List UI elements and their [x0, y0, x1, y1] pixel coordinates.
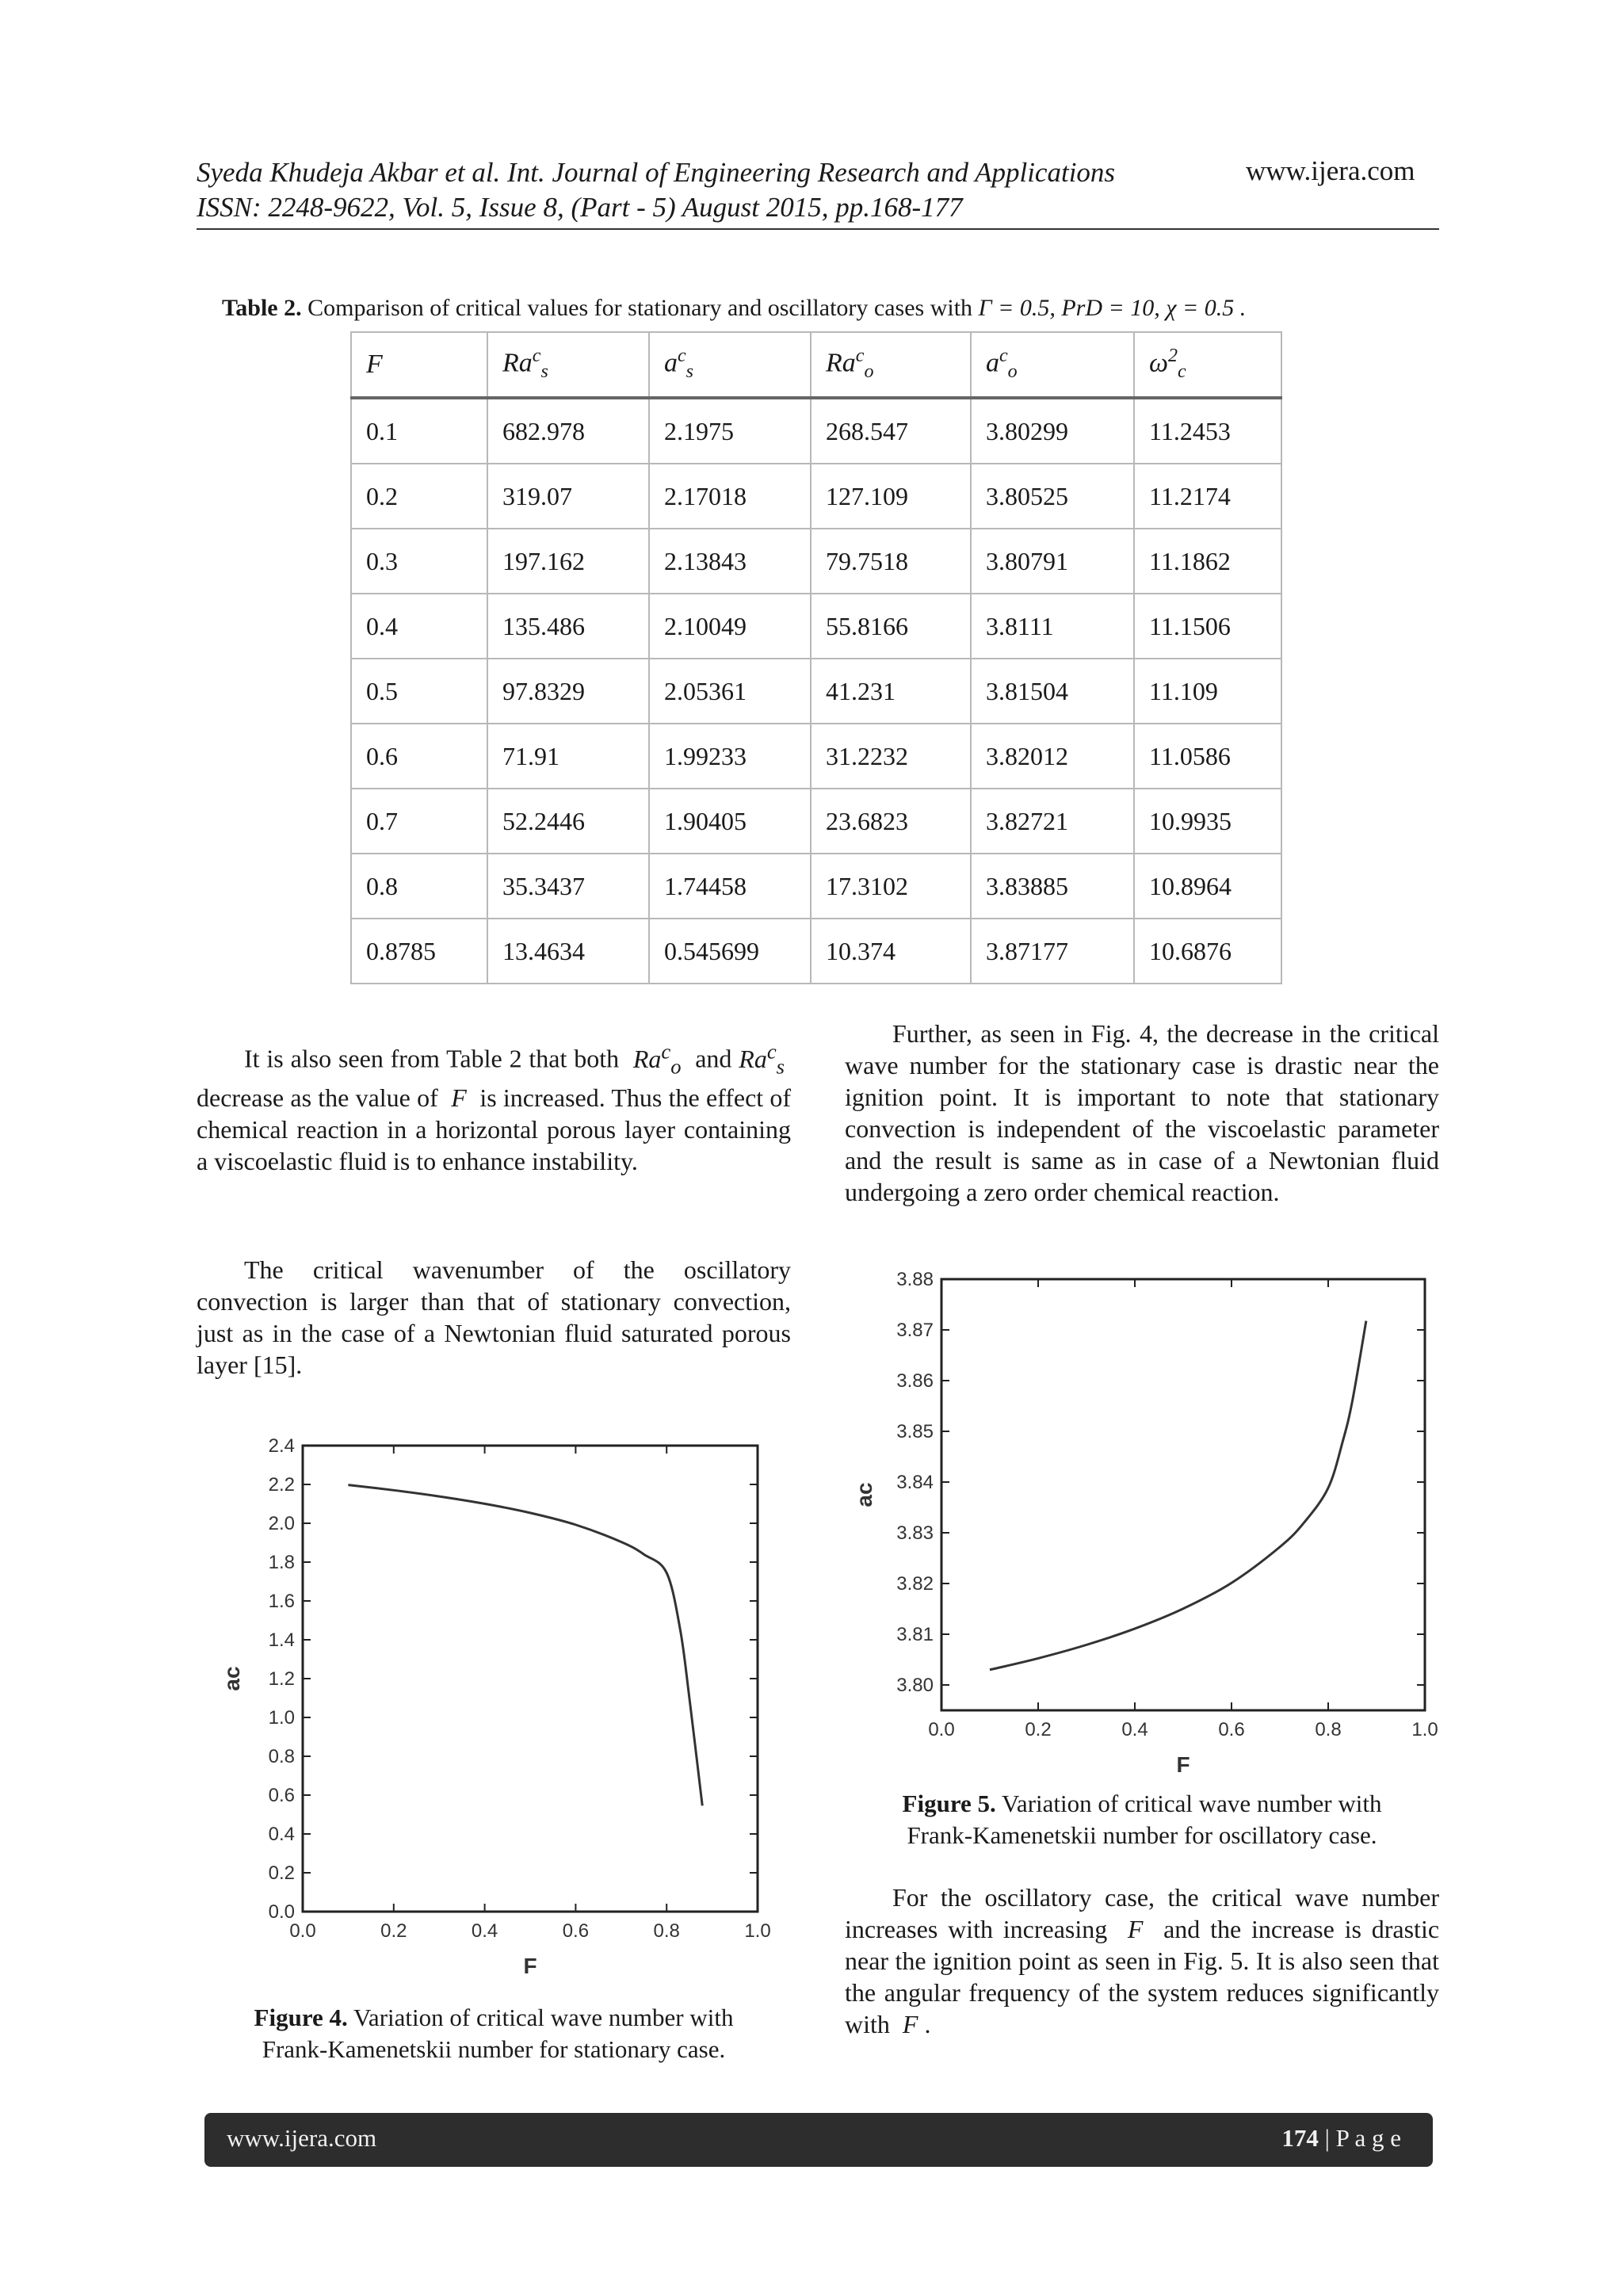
table-cell: 10.374 — [811, 919, 971, 984]
table-cell: 11.109 — [1134, 659, 1281, 724]
table-cell: 17.3102 — [811, 854, 971, 919]
x-tick-label: 1.0 — [1411, 1719, 1438, 1740]
table-cell: 197.162 — [487, 529, 649, 594]
table-cell: 3.82012 — [971, 724, 1134, 789]
footer-page-number: 174 | P a g e — [1281, 2124, 1401, 2152]
y-tick-label: 3.88 — [896, 1269, 934, 1290]
table-row — [351, 854, 1281, 919]
table-cell: 11.0586 — [1134, 724, 1281, 789]
y-tick-label: 3.87 — [896, 1320, 934, 1341]
y-tick-label: 3.83 — [896, 1522, 934, 1544]
table-cell: 127.109 — [811, 464, 971, 529]
table-cell: 2.13843 — [649, 529, 811, 594]
x-tick-label: 0.0 — [289, 1920, 316, 1942]
y-tick-label: 0.8 — [268, 1746, 295, 1767]
x-tick-label: 0.6 — [1218, 1719, 1245, 1740]
x-tick-label: 0.6 — [562, 1920, 590, 1942]
table-cell: 268.547 — [811, 398, 971, 464]
series-line-oscillatory — [990, 1321, 1366, 1670]
x-tick-label: 0.4 — [471, 1920, 498, 1942]
table-cell: 3.87177 — [971, 919, 1134, 984]
table-cell: 71.91 — [487, 724, 649, 789]
table-cell: 2.05361 — [649, 659, 811, 724]
table-cell: 3.81504 — [971, 659, 1134, 724]
table-cell: 2.1975 — [649, 398, 811, 464]
table-cell: 3.80299 — [971, 398, 1134, 464]
col-header-f: F — [351, 332, 487, 398]
table-row — [351, 398, 1281, 464]
y-tick-label: 1.0 — [268, 1707, 295, 1729]
table-cell: 0.545699 — [649, 919, 811, 984]
figure5-caption: Figure 5. Variation of critical wave number with Frank-Kamenetskii number for oscillatory case. — [902, 1790, 1382, 1849]
table-cell: 3.82721 — [971, 789, 1134, 854]
x-axis-label: F — [1176, 1752, 1190, 1777]
x-axis-label: F — [523, 1954, 537, 1978]
table-row — [351, 464, 1281, 529]
y-tick-label: 0.4 — [268, 1824, 295, 1845]
right-paragraph-1: Further, as seen in Fig. 4, the decrease in the critical wave number for the stationary case is drastic near the ignition point. It is important to note that stationary convection is independent of the viscoelastic parameter and the result is same as in case of a Newtonian fluid undergoing a zero order chemical reaction. — [845, 1019, 1439, 1206]
table2-caption-text: Comparison of critical values for stationary and oscillatory cases with — [307, 295, 973, 321]
header-rule — [197, 228, 1439, 230]
table-cell: 1.99233 — [649, 724, 811, 789]
table-cell: 13.4634 — [487, 919, 649, 984]
x-tick-label: 0.2 — [1025, 1719, 1052, 1740]
table-row — [351, 529, 1281, 594]
y-tick-label: 2.2 — [268, 1474, 295, 1496]
table2-caption — [222, 293, 1246, 323]
y-axis-label: ac — [852, 1482, 876, 1507]
table-cell: 3.80525 — [971, 464, 1134, 529]
table2-caption-params: Γ = 0.5, PrD = 10, χ = 0.5 . — [978, 295, 1247, 321]
table-cell: 0.7 — [351, 789, 487, 854]
table-cell: 3.80791 — [971, 529, 1134, 594]
table-cell: 682.978 — [487, 398, 649, 464]
table-cell: 0.3 — [351, 529, 487, 594]
y-tick-label: 3.84 — [896, 1472, 934, 1493]
table-cell: 0.8 — [351, 854, 487, 919]
table-cell: 11.2174 — [1134, 464, 1281, 529]
series-line-stationary — [348, 1485, 702, 1806]
table-cell: 0.1 — [351, 398, 487, 464]
figure4-chart — [214, 1435, 777, 1989]
table-cell: 79.7518 — [811, 529, 971, 594]
y-tick-label: 2.4 — [268, 1435, 295, 1457]
y-tick-label: 1.8 — [268, 1552, 295, 1573]
table-cell: 1.90405 — [649, 789, 811, 854]
table-row — [351, 659, 1281, 724]
footer-site-link[interactable]: www.ijera.com — [227, 2124, 377, 2152]
plot-frame — [303, 1446, 758, 1912]
table-header-row — [351, 332, 1281, 398]
x-tick-label: 0.2 — [380, 1920, 407, 1942]
table-cell: 11.1862 — [1134, 529, 1281, 594]
table-cell: 97.8329 — [487, 659, 649, 724]
y-tick-label: 3.82 — [896, 1573, 934, 1595]
col-header-a-o: $a^c_o$ — [971, 332, 1134, 398]
plot-frame — [941, 1279, 1425, 1710]
table-cell: 41.231 — [811, 659, 971, 724]
running-header-issn: ISSN: 2248-9622, Vol. 5, Issue 8, (Part - 5) August 2015, pp.168-177 — [197, 192, 963, 223]
table-cell: 135.486 — [487, 594, 649, 659]
table-cell: 35.3437 — [487, 854, 649, 919]
table-cell: 11.2453 — [1134, 398, 1281, 464]
y-tick-label: 3.85 — [896, 1421, 934, 1442]
table-cell: 10.6876 — [1134, 919, 1281, 984]
table-cell: 2.17018 — [649, 464, 811, 529]
table-cell: 11.1506 — [1134, 594, 1281, 659]
left-paragraph-2: The critical wavenumber of the oscillatory convection is larger than that of stationary convection, just as in the case of a Newtonian fluid saturated porous layer [15]. — [197, 1255, 791, 1379]
y-tick-label: 2.0 — [268, 1513, 295, 1534]
y-tick-label: 3.86 — [896, 1370, 934, 1392]
table-cell: 2.10049 — [649, 594, 811, 659]
left-paragraph-1: It is also seen from Table 2 that both $Ra^c_o$ and $Ra^c_s$ decrease as the value of F is increased. Thus the effect of chemical reaction in a horizontal porous layer containing a viscoelastic fluid is to enhance instability. — [197, 1039, 792, 1176]
right-paragraph-2: For the oscillatory case, the critical wave number increases with increasing F and the increase is drastic near the ignition point as seen in Fig. 5. It is also seen that the angular frequency of the system reduces significantly with F . — [845, 1883, 1440, 2038]
y-tick-label: 1.2 — [268, 1668, 295, 1690]
table-cell: 3.83885 — [971, 854, 1134, 919]
x-tick-label: 0.4 — [1121, 1719, 1148, 1740]
y-tick-label: 0.0 — [268, 1901, 295, 1923]
col-header-ra-s: $Ra^c_s$ — [487, 332, 649, 398]
y-tick-label: 1.4 — [268, 1629, 295, 1651]
table-row — [351, 789, 1281, 854]
table-row — [351, 919, 1281, 984]
figure4-caption: Figure 4. Variation of critical wave number with Frank-Kamenetskii number for stationary case. — [254, 2004, 734, 2063]
y-tick-label: 0.6 — [268, 1785, 295, 1806]
table-cell: 10.9935 — [1134, 789, 1281, 854]
table2-label: Table 2. — [222, 295, 302, 321]
x-tick-label: 0.8 — [1315, 1719, 1342, 1740]
table-cell: 31.2232 — [811, 724, 971, 789]
table-cell: 0.4 — [351, 594, 487, 659]
table-cell: 319.07 — [487, 464, 649, 529]
table-cell: 0.8785 — [351, 919, 487, 984]
y-tick-label: 3.81 — [896, 1624, 934, 1645]
table-cell: 55.8166 — [811, 594, 971, 659]
y-tick-label: 3.80 — [896, 1675, 934, 1696]
table-cell: 23.6823 — [811, 789, 971, 854]
table-cell: 1.74458 — [649, 854, 811, 919]
table-cell: 10.8964 — [1134, 854, 1281, 919]
table-cell: 52.2446 — [487, 789, 649, 854]
x-tick-label: 0.0 — [928, 1719, 955, 1740]
table-row — [351, 724, 1281, 789]
x-tick-label: 0.8 — [653, 1920, 680, 1942]
table-cell: 0.5 — [351, 659, 487, 724]
table2 — [350, 331, 1282, 984]
col-header-a-s: $a^c_s$ — [649, 332, 811, 398]
table-cell: 0.6 — [351, 724, 487, 789]
running-header-site[interactable]: www.ijera.com — [1246, 155, 1415, 186]
col-header-omega-c: $\omega^2_c$ — [1134, 332, 1281, 398]
table-cell: 3.8111 — [971, 594, 1134, 659]
y-tick-label: 0.2 — [268, 1862, 295, 1884]
table-cell: 0.2 — [351, 464, 487, 529]
y-tick-label: 1.6 — [268, 1591, 295, 1612]
figure5-chart — [848, 1268, 1450, 1791]
table-row — [351, 594, 1281, 659]
page-footer — [204, 2113, 1433, 2167]
y-axis-label: ac — [220, 1666, 244, 1691]
col-header-ra-o: $Ra^c_o$ — [811, 332, 971, 398]
running-header-authors: Syeda Khudeja Akbar et al. Int. Journal of Engineering Research and Applications — [197, 157, 1116, 188]
x-tick-label: 1.0 — [744, 1920, 771, 1942]
